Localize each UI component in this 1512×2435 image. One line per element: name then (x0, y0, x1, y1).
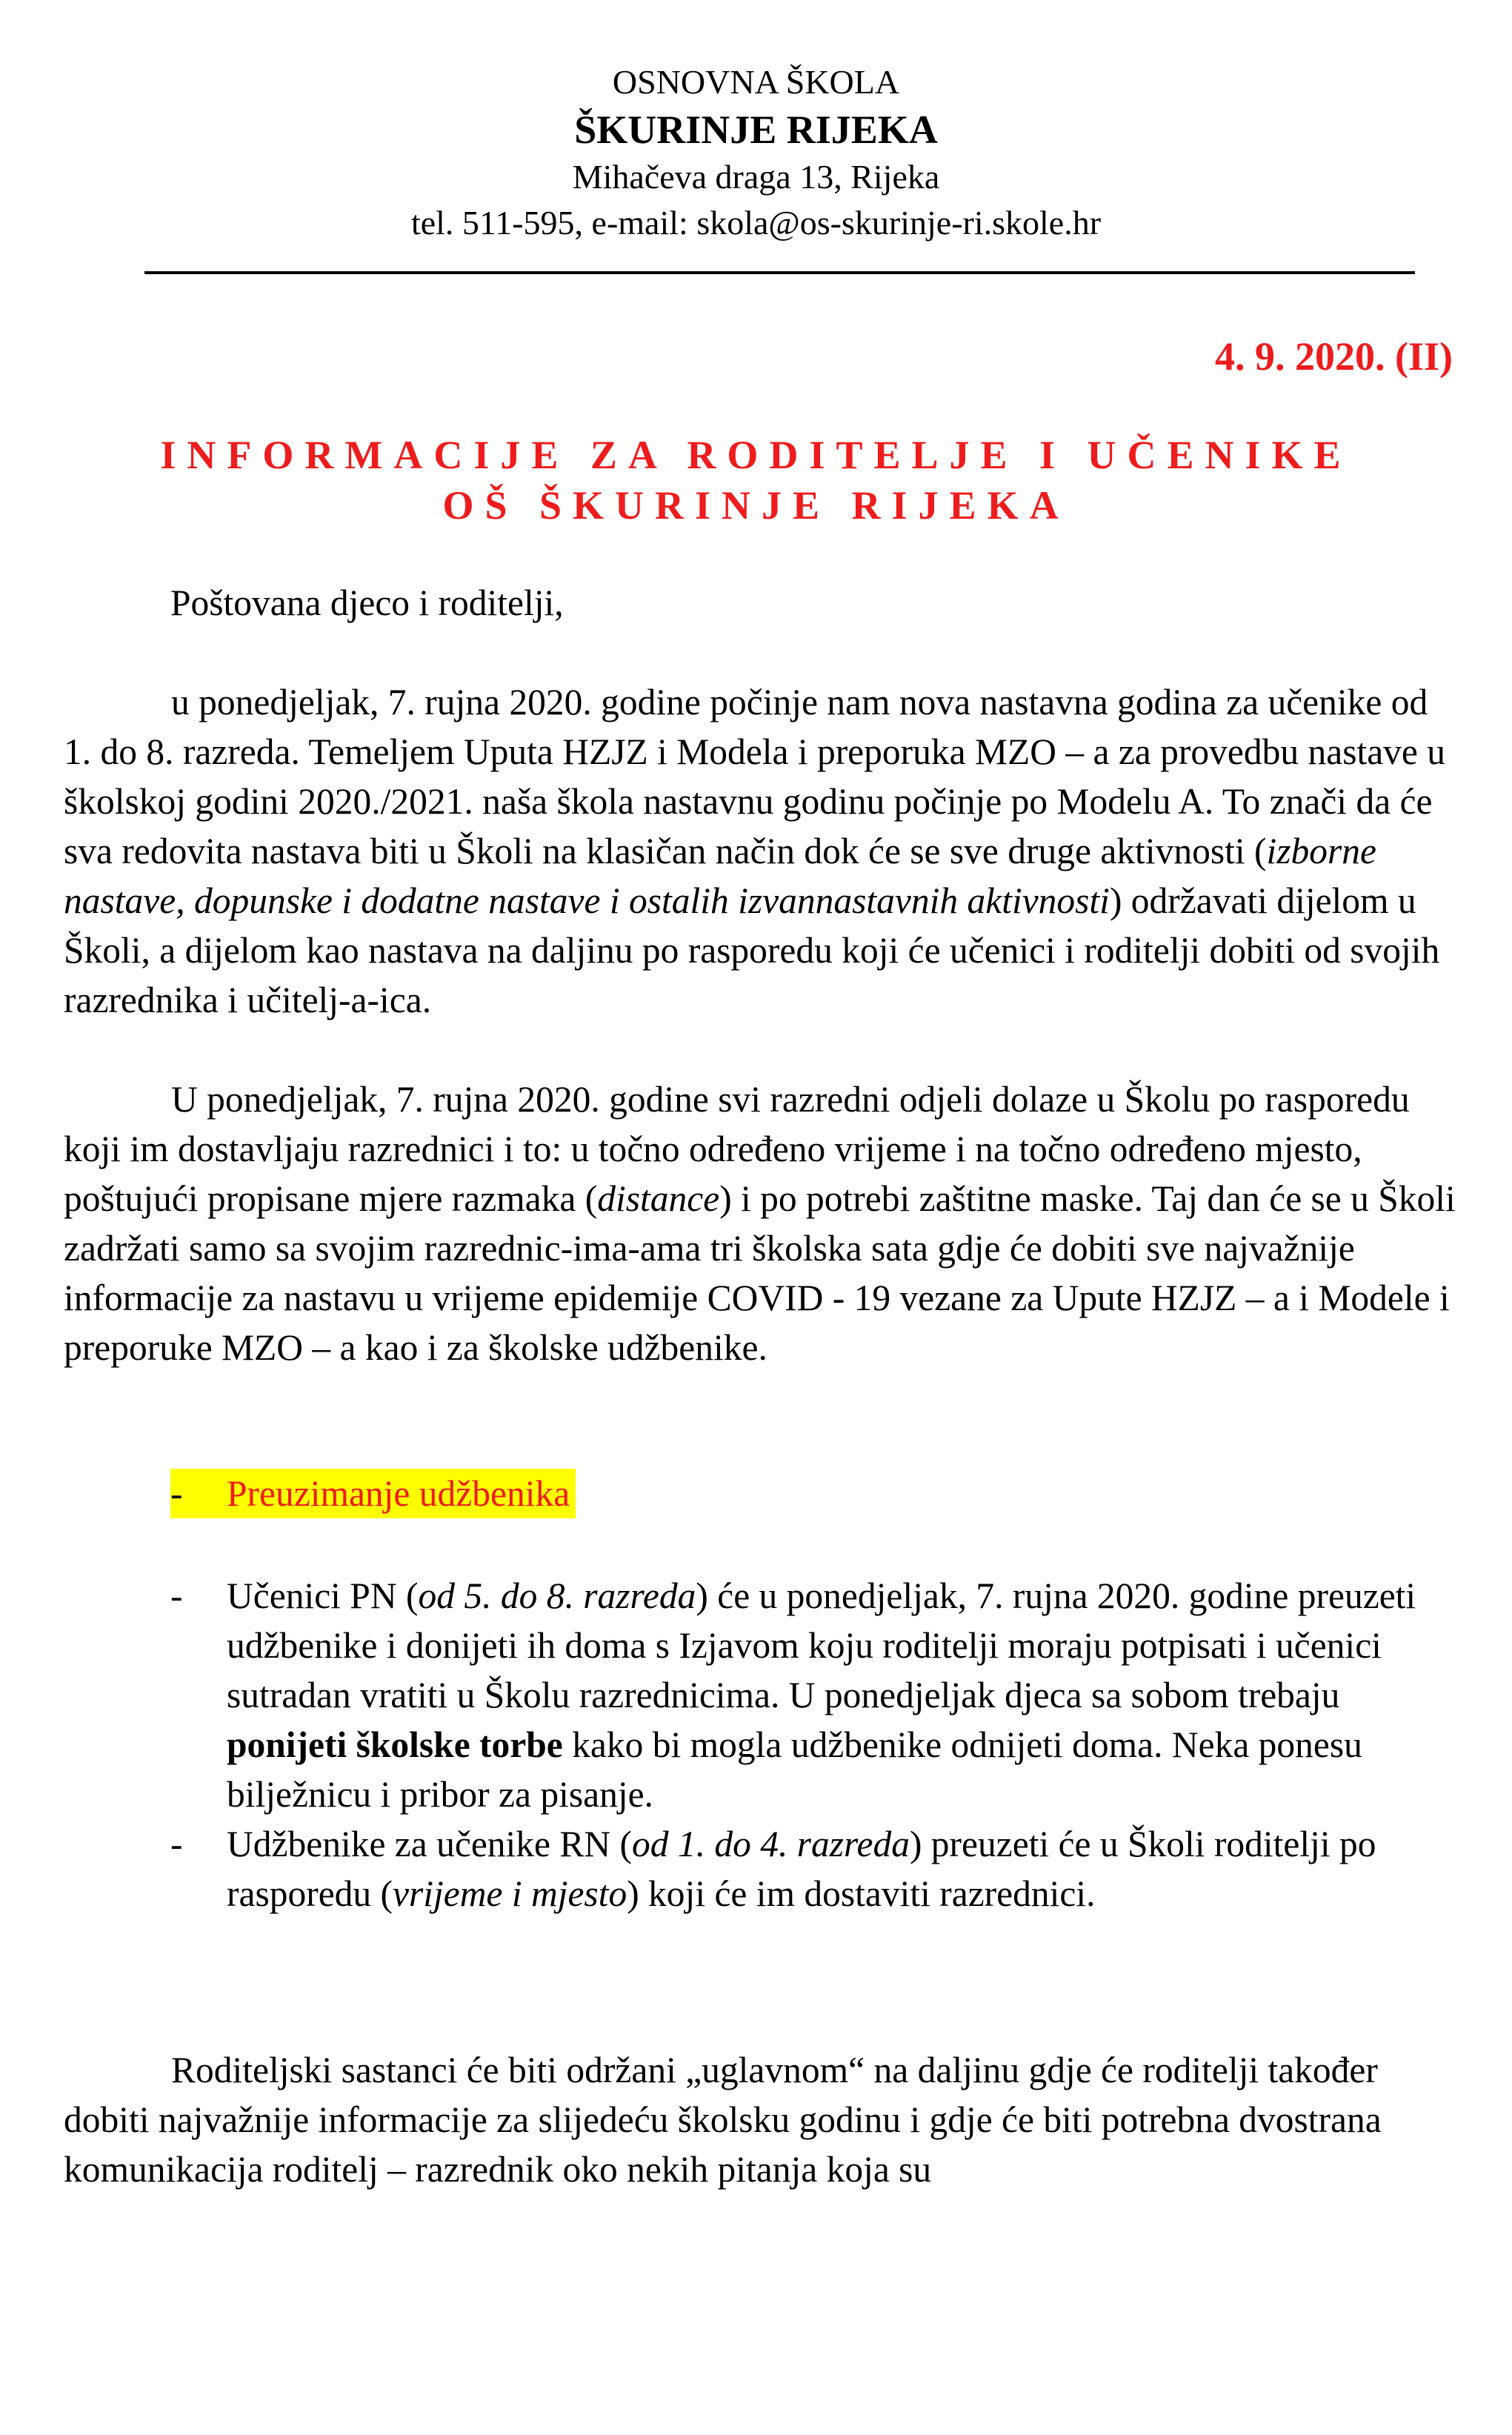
paragraph2-text-b: ) i po potrebi zaštitne maske. Taj dan će se u Školi zadržati samo sa svojim razrednic-ima-ama tri školska sata gdje će dobiti sve najvažnije informacije za nastavu u vrijeme epidemije COVID - 19 vezane za Upute HZJZ – a i Modele i preporuke MZO – a kao i za školske udžbenike. (64, 1178, 1456, 1368)
list-dash: - (170, 1824, 183, 1864)
letterhead (0, 59, 1512, 246)
list-item-1-text-a: Učenici PN ( (227, 1575, 419, 1616)
list-item (170, 1571, 1459, 1819)
list-item-1-bold: ponijeti školske torbe (227, 1724, 563, 1765)
paragraph2-text-a: U ponedjeljak, 7. rujna 2020. godine svi razredni odjeli dolaze u Školu po rasporedu koji im dostavljaju razrednici i to: u točno određeno vrijeme i na točno određeno mjesto, poštujući propisane mjere razmaka ( (64, 1079, 1410, 1219)
textbook-list (170, 1571, 1459, 1919)
list-item-1-text-b: ) će u ponedjeljak, 7. rujna 2020. godine preuzeti udžbenike i donijeti ih doma s Izjavom koju roditelji moraju potpisati i učenici sutradan vratiti u Školu razrednicima. U ponedjeljak djeca sa sobom trebaju (227, 1575, 1416, 1715)
paragraph-school-year-start (64, 677, 1456, 1025)
document-title (0, 430, 1512, 531)
letterhead-address: Mihačeva draga 13, Rijeka (572, 158, 940, 196)
list-item-2-italic-1: od 1. do 4. razreda (632, 1824, 910, 1864)
heading-text: Preuzimanje udžbenika (227, 1473, 570, 1514)
greeting: Poštovana djeco i roditelji, (170, 582, 564, 623)
list-item-2-italic-2: vrijeme i mjesto (393, 1873, 627, 1914)
header-divider (144, 271, 1415, 274)
list-item-2-text-b: ) preuzeti će u Školi roditelji po rasporedu ( (227, 1824, 1376, 1914)
list-item-1-italic: od 5. do 8. razreda (418, 1575, 696, 1616)
paragraph2-italic: distance (597, 1178, 720, 1219)
letterhead-school-name: ŠKURINJE RIJEKA (574, 107, 938, 152)
section-heading-textbooks (170, 1469, 1459, 1518)
list-item-1-text-c: kako bi mogla udžbenike odnijeti doma. Neka ponesu bilježnicu i pribor za pisanje. (227, 1724, 1362, 1815)
list-dash: - (170, 1575, 183, 1616)
letterhead-school-type: OSNOVNA ŠKOLA (612, 63, 900, 101)
title-line-1: INFORMACIJE ZA RODITELJE I UČENIKE (160, 433, 1352, 477)
document-date: 4. 9. 2020. (II) (1215, 334, 1453, 379)
letterhead-contact: tel. 511-595, e-mail: skola@os-skurinje-ri.skole.hr (410, 204, 1102, 242)
paragraph1-italic: izborne nastave, dopunske i dodatne nastave i ostalih izvannastavnih aktivnosti (64, 831, 1376, 921)
paragraph-parent-meetings: Roditeljski sastanci će biti održani „uglavnom“ na daljinu gdje će roditelji također dobiti najvažnije informacije za slijedeću školsku godinu i gdje će biti potrebna dvostrana komunikacija roditelj – razrednik oko nekih pitanja koja su (64, 2050, 1382, 2190)
paragraph1-text-b: ) održavati dijelom u Školi, a dijelom kao nastava na daljinu po rasporedu koji će učenici i roditelji dobiti od svojih razrednika i učitelj-a-ica. (64, 880, 1440, 1020)
list-item (170, 1819, 1459, 1919)
paragraph-first-day (64, 1074, 1456, 1372)
title-line-2: OŠ ŠKURINJE RIJEKA (442, 483, 1070, 528)
highlighted-heading (170, 1469, 576, 1518)
list-item-2-text-c: ) koji će im dostaviti razrednici. (627, 1873, 1096, 1914)
heading-dash: - (170, 1473, 183, 1514)
list-item-2-text-a: Udžbenike za učenike RN ( (227, 1824, 633, 1864)
paragraph1-text-a: u ponedjeljak, 7. rujna 2020. godine počinje nam nova nastavna godina za učenike od 1. do 8. razreda. Temeljem Uputa HZJZ i Modela i preporuka MZO – a za provedbu nastave u školskoj godini 2020./2021. naša škola nastavnu godinu počinje po Modelu A. To znači da će sva redovita nastava biti u Školi na klasičan način dok će se sve druge aktivnosti ( (64, 682, 1446, 871)
